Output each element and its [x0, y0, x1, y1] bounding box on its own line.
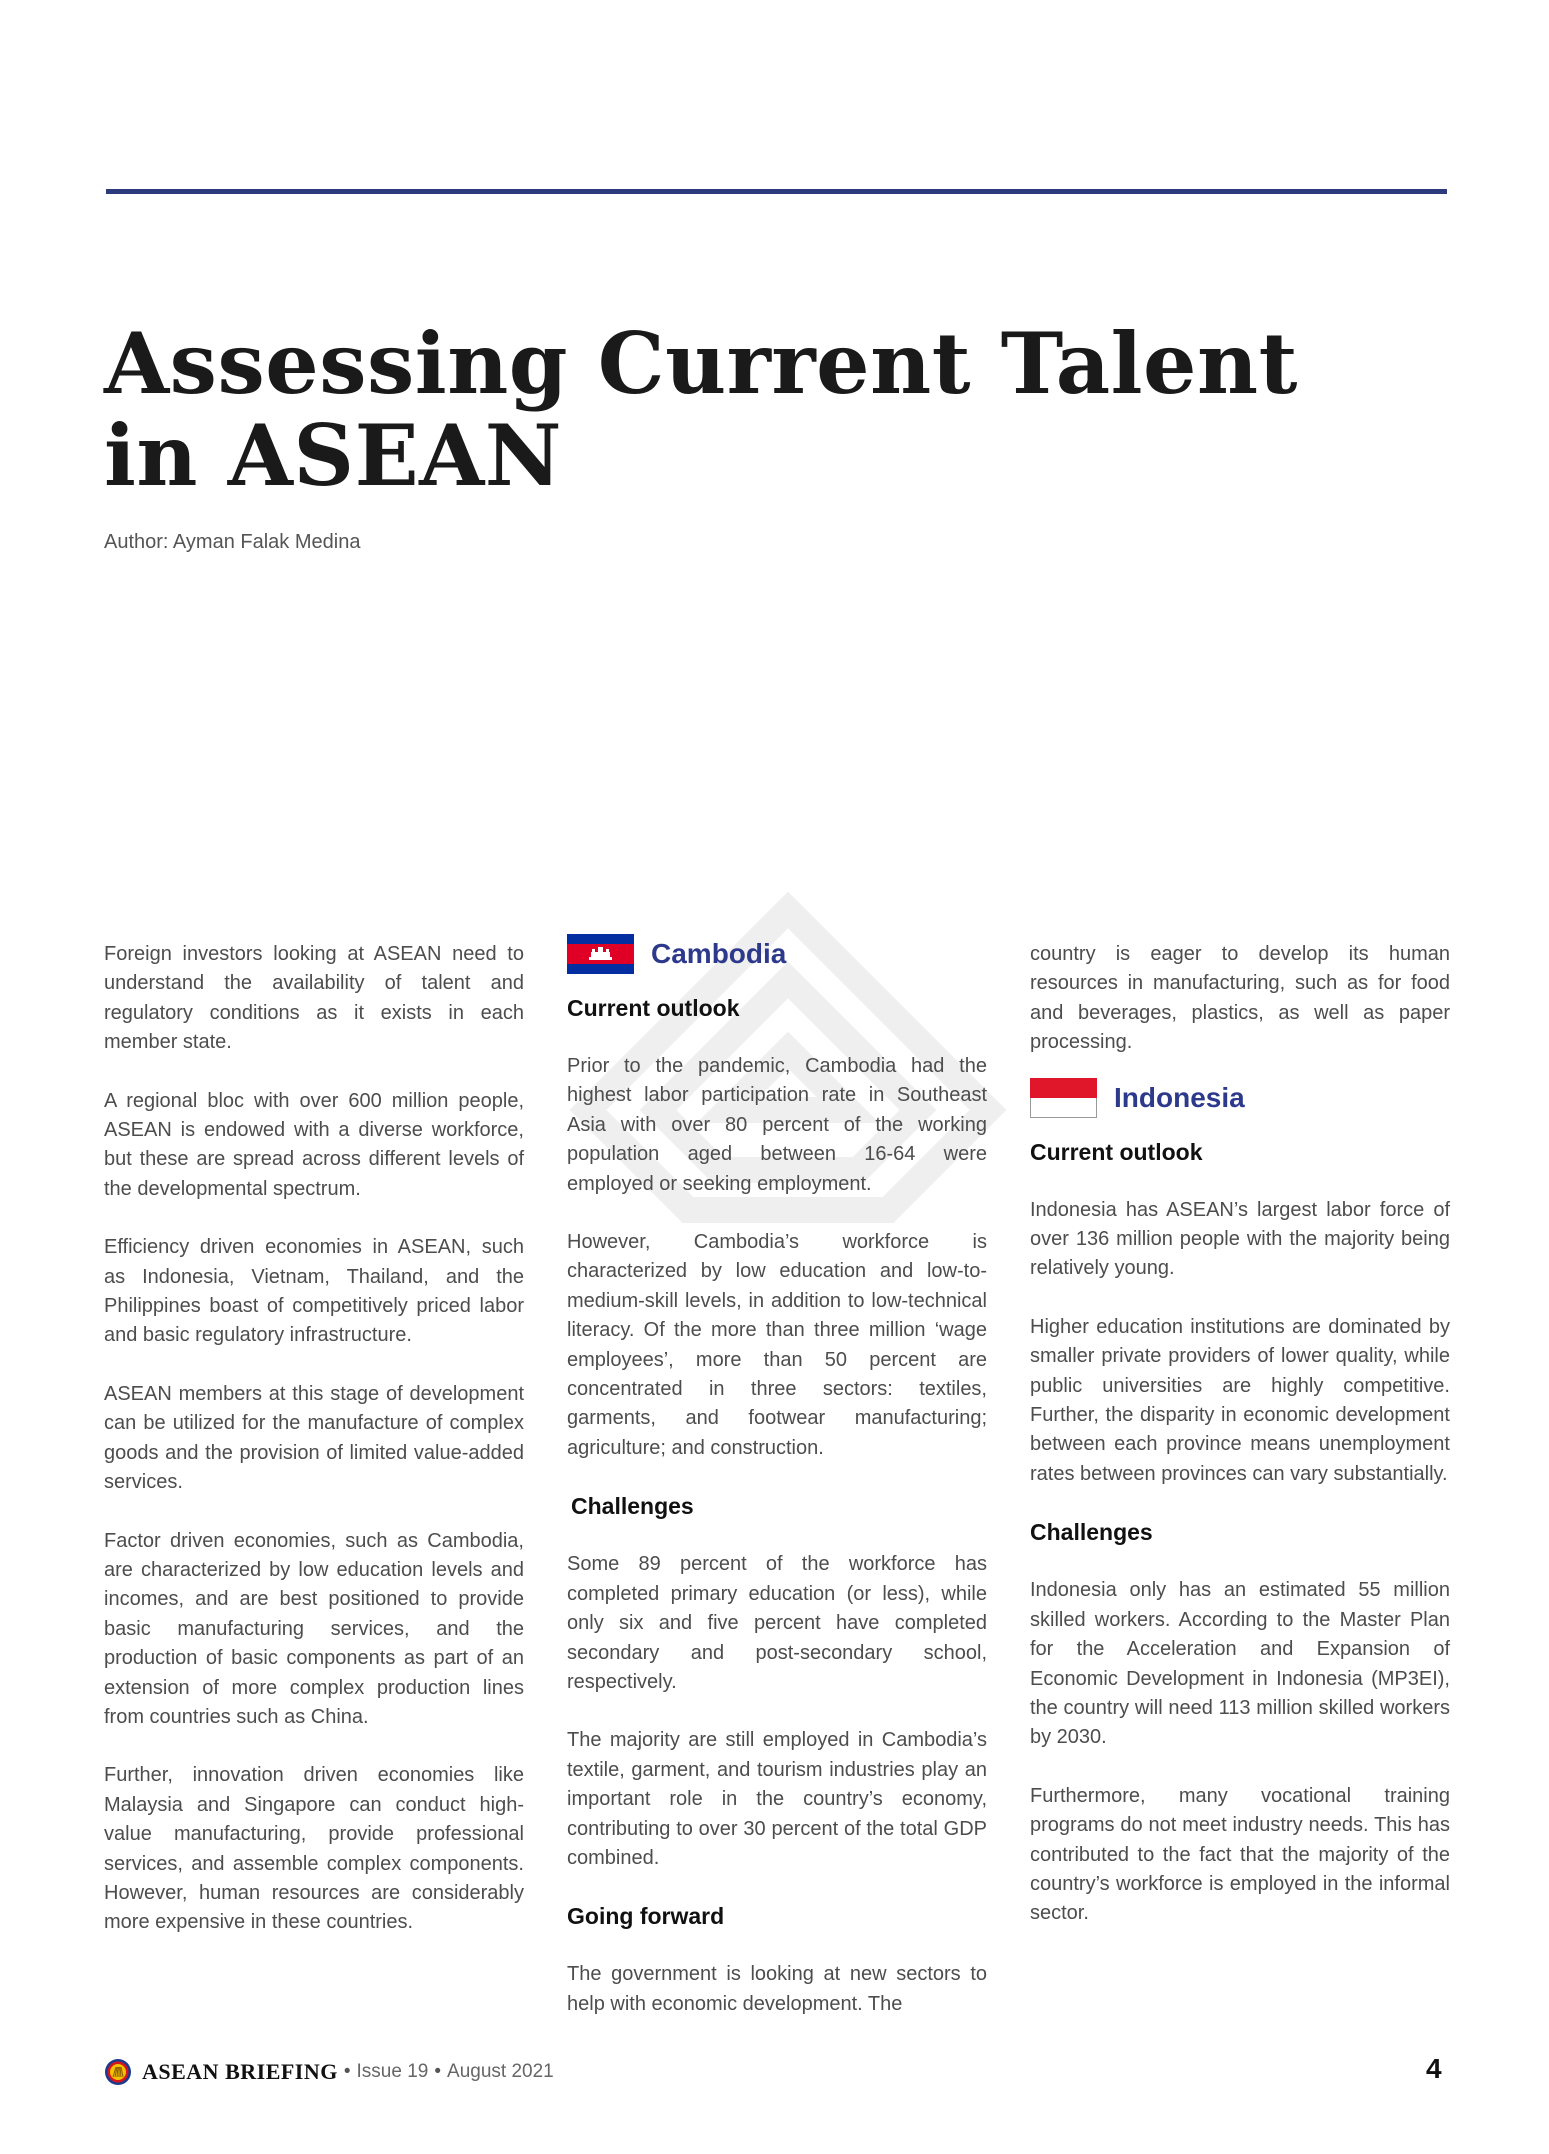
intro-paragraph: Efficiency driven economies in ASEAN, such as Indonesia, Vietnam, Thailand, and the Philippines boast of competitively priced labor and basic regulatory infrastructure. — [104, 1236, 524, 1347]
indonesia-heading — [1030, 1078, 1450, 1118]
page-number: 4 — [1426, 2053, 1442, 2084]
indonesia-flag-icon — [1030, 1078, 1097, 1118]
column-cambodia — [567, 940, 987, 2048]
asean-emblem-icon — [104, 2058, 132, 2086]
author-byline: Author: Ayman Falak Medina — [104, 531, 361, 553]
intro-paragraph: Further, innovation driven economies like Malaysia and Singapore can conduct high-value manufacturing, provide professional services, and assemble complex components. However, human resources are considerably more expensive in these countries. — [104, 1764, 524, 1934]
cambodia-heading — [567, 934, 987, 974]
intro-paragraph: ASEAN members at this stage of development can be utilized for the manufacture of complex goods and the provision of limited value-added services. — [104, 1382, 524, 1494]
cambodia-outlook-heading: Current outlook — [567, 995, 740, 1021]
footer-brand: ASEAN BRIEFING — [142, 2059, 338, 2084]
intro-paragraph: Foreign investors looking at ASEAN need to understand the availability of talent and regulatory conditions as it exists in each member state. — [104, 943, 524, 1054]
page-title — [104, 314, 1304, 505]
cambodia-forward-paragraph: The government is looking at new sectors to help with economic development. The — [567, 1963, 987, 2015]
cambodia-outlook-paragraph: However, Cambodia’s workforce is characterized by low education and low-to-medium-skill levels, in addition to low-technical literacy. Of the more than three million ‘wage employees’, more than 50 percent are concentrated in three sectors: textiles, garments, and footwear manufacturing; agriculture; and construction. — [567, 1231, 987, 1459]
indonesia-outlook-heading: Current outlook — [1030, 1138, 1203, 1165]
intro-paragraph: A regional bloc with over 600 million people, ASEAN is endowed with a diverse workforce, but these are spread across different levels of the developmental spectrum. — [104, 1089, 524, 1200]
cambodia-forward-continued: country is eager to develop its human resources in manufacturing, such as for food and beverages, plastics, as well as paper processing. — [1030, 943, 1450, 1054]
cambodia-title: Cambodia — [651, 938, 787, 969]
indonesia-challenges-paragraph: Furthermore, many vocational training programs do not meet industry needs. This has contributed to the fact that the majority of the country’s workforce is employed in the informal sector. — [1030, 1784, 1450, 1925]
cambodia-challenges-paragraph: Some 89 percent of the workforce has completed primary education (or less), while only six and five percent have completed secondary and post-secondary school, respectively. — [567, 1553, 987, 1693]
title-line-1: Assessing Current Talent — [104, 314, 1298, 413]
column-indonesia — [1030, 940, 1450, 1958]
footer-separator: • — [343, 2061, 351, 2082]
header-rule — [106, 189, 1447, 194]
cambodia-challenges-heading: Challenges — [571, 1493, 694, 1520]
indonesia-title: Indonesia — [1114, 1081, 1245, 1113]
footer-date: August 2021 — [447, 2061, 554, 2082]
cambodia-challenges-paragraph: The majority are still employed in Cambodia’s textile, garment, and tourism industries play an important role in the country’s economy, contributing to over 30 percent of the total GDP combined. — [567, 1729, 987, 1869]
title-line-2: in ASEAN — [104, 406, 563, 505]
indonesia-outlook-paragraph: Higher education institutions are dominated by smaller private providers of lower quality, while public universities are highly competitive. Further, the disparity in economic development between each province means unemployment rates between provinces can vary substantially. — [1030, 1315, 1450, 1485]
cambodia-flag-icon — [567, 934, 634, 974]
cambodia-outlook-paragraph: Prior to the pandemic, Cambodia had the highest labor participation rate in Southeast Asia with over 80 percent of the working population aged between 16-64 were employed or seeking employment. — [567, 1055, 987, 1195]
indonesia-challenges-paragraph: Indonesia only has an estimated 55 million skilled workers. According to the Master Plan for the Acceleration and Expansion of Economic Development in Indonesia (MP3EI), the country will need 113 million skilled workers by 2030. — [1030, 1579, 1450, 1749]
cambodia-forward-heading: Going forward — [567, 1903, 725, 1930]
footer-issue: Issue 19 — [356, 2061, 429, 2082]
indonesia-outlook-paragraph: Indonesia has ASEAN’s largest labor force of over 136 million people with the majority being relatively young. — [1030, 1198, 1450, 1280]
intro-paragraph: Factor driven economies, such as Cambodia, are characterized by low education levels and incomes, and are best positioned to provide basic manufacturing services, and the production of basic components as part of an extension of more complex production lines from countries such as China. — [104, 1529, 524, 1728]
page-footer — [104, 2055, 554, 2089]
indonesia-challenges-heading: Challenges — [1030, 1519, 1153, 1546]
column-intro — [104, 940, 524, 1967]
footer-separator: • — [434, 2061, 442, 2082]
